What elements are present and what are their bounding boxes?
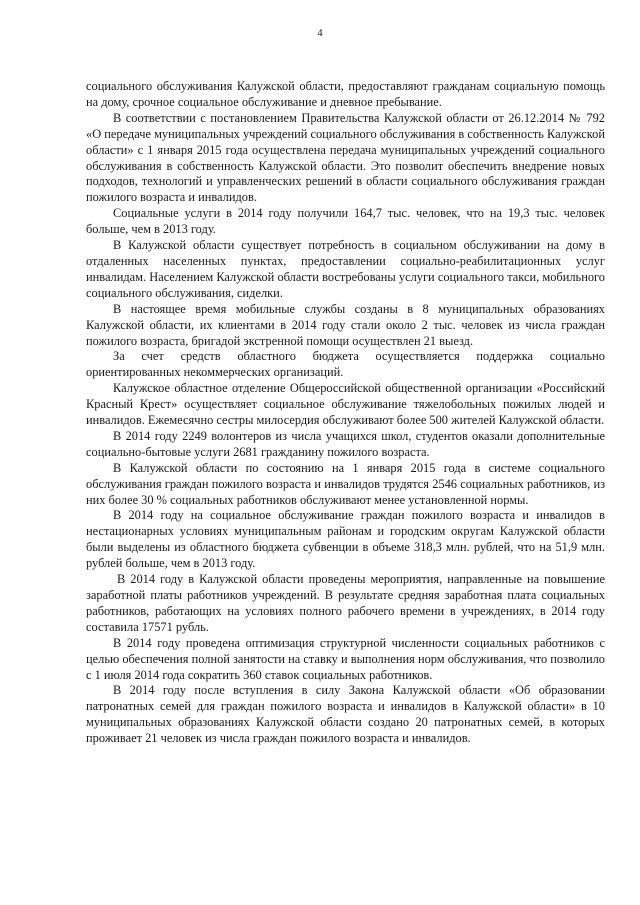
- paragraph-home-care-need: В Калужской области существует потребность в социальном обслуживании на дому в отдаленных населенных пунктах, предоставлении социально-реабилитационных услуг инвалидам. Населением Калужской области востребованы услуги социального такси, мобильного социального обслуживания, сиделки.: [86, 238, 605, 300]
- paragraph-red-cross: Калужское областное отделение Общероссийской общественной организации «Российский Красный Крест» осуществляет социальное обслуживание тяжелобольных пожилых людей и инвалидов. Ежемесячно сестры милосердия обслуживают более 500 жителей Калужской области.: [86, 381, 605, 428]
- document-body: [86, 79, 605, 747]
- paragraph-optimization: В 2014 году проведена оптимизация структурной численности социальных работников с целью обеспечения полной занятости на ставку и выполнения норм обслуживания, что позволило с 1 июля 2014 года сократить 360 ставок социальных работников.: [86, 635, 605, 682]
- paragraph-mobile-services: В настоящее время мобильные службы созданы в 8 муниципальных образованиях Калужской области, их клиентами в 2014 году стали около 2 тыс. человек из числа граждан пожилого возраста, бригадой экстренной помощи осуществлен 21 выезд.: [86, 301, 605, 348]
- paragraph-decree: В соответствии с постановлением Правительства Калужской области от 26.12.2014 № 792 «О передаче муниципальных учреждений социального обслуживания в собственность Калужской области» с 1 января 2015 года осуществлена передача муниципальных учреждений социального обслуживания в собственность Калужской области. Это позволит обеспечить внедрение новых подходов, технологий и управленческих решений в области социального обслуживания граждан пожилого возраста и инвалидов.: [86, 110, 605, 205]
- paragraph-salary: В 2014 году в Калужской области проведены мероприятия, направленные на повышение заработной платы работников учреждений. В результате средняя заработная плата социальных работников, работающих на условиях полного рабочего времени в учреждениях, в 2014 году составила 17571 рубль.: [86, 572, 605, 634]
- paragraph-foster-families: В 2014 году после вступления в силу Закона Калужской области «Об образовании патронатных семей для граждан пожилого возраста и инвалидов в Калужской области» в 10 муниципальных образованиях Калужской области создано 20 патронатных семей, в которых проживает 21 человек из числа граждан пожилого возраста и инвалидов.: [86, 683, 605, 746]
- paragraph-services-count: Социальные услуги в 2014 году получили 164,7 тыс. человек, что на 19,3 тыс. человек больше, чем в 2013 году.: [86, 206, 605, 237]
- paragraph-nonprofit-support: За счет средств областного бюджета осуществляется поддержка социально ориентированных некоммерческих организаций.: [86, 349, 605, 380]
- paragraph-subsidies: В 2014 году на социальное обслуживание граждан пожилого возраста и инвалидов в нестационарных условиях муниципальным районам и городским округам Калужской области были выделены из областного бюджета субвенции в объеме 318,3 млн. рублей, что на 51,9 млн. рублей больше, чем в 2013 году.: [86, 508, 605, 571]
- paragraph-volunteers: В 2014 году 2249 волонтеров из числа учащихся школ, студентов оказали дополнительные социально-бытовые услуги 2681 гражданину пожилого возраста.: [86, 428, 605, 459]
- paragraph-social-workers: В Калужской области по состоянию на 1 января 2015 года в системе социального обслуживания граждан пожилого возраста и инвалидов трудятся 2546 социальных работников, из них более 30 % социальных работников обслуживают менее установленной нормы.: [86, 460, 605, 507]
- page-number: 4: [317, 28, 323, 39]
- paragraph-continuation: социального обслуживания Калужской области, предоставляют гражданам социальную помощь на дому, срочное социальное обслуживание и дневное пребывание.: [86, 79, 605, 109]
